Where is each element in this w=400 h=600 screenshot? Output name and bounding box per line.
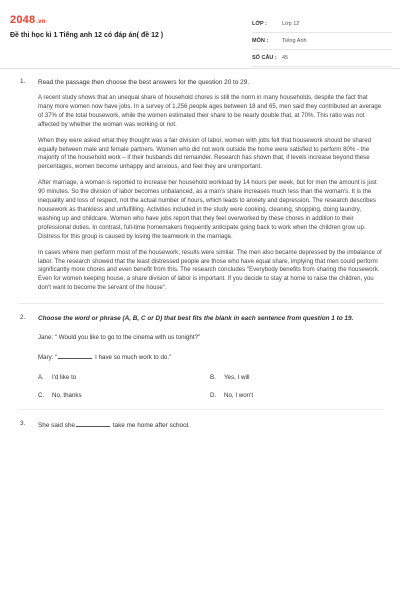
dialog-mary-start: Mary: " [38,354,58,362]
meta-key: SỐ CÂU : [252,55,277,61]
meta-value: Tiếng Anh [282,38,307,44]
question-prompt: Read the passage then choose the best answers for the question 20 to 29. [38,79,250,86]
option-label: C. [38,392,45,400]
option-d[interactable] [210,392,382,399]
passage-paragraph: In cases where men perform most of the housework, results were similar. The men also became depressed by the imbalance of labor. The research showed that the least distressed people are those who have equal share, implying that men could perform significantly more chores and even benefit from this. The research concludes "Everybody benefits from sharing the housework. Even for women keeping house, a share division of labor is important. If you decide to stay at home to raise the children, you don't want to become the servant of the house". [38,248,382,292]
option-b[interactable] [210,374,382,381]
option-label: D. [210,392,217,400]
divider [18,303,384,304]
option-text: Yes, I will [224,374,250,382]
passage-paragraph: A recent study shows that an unequal share of household chores is still the norm in many households, despite the fact that many more women now have jobs. In a survey of 1,256 people ages between 18 and 65, men said they contributed an average of 37% of the total housework, while the women estimated their share to be nearly double that, at 70%. This ratio was not affected by whether the woman was working or not. [38,94,382,128]
site-logo[interactable] [10,14,46,26]
passage-paragraph: When they were asked what they thought was a fair division of labor, women with jobs felt that housework should be shared equally between male and female partners. Women who did not work outside the home were satisfied to perform 80% - the majority of the household work – if their husbands did remainder. Research has shown that, if levels increase beyond these percentages, women become unhappy and anxious, and feel they are unimportant. [38,136,371,171]
answer-options [38,374,382,399]
question-number: 2. [20,314,26,322]
answer-blank [76,420,110,427]
option-c[interactable] [38,392,210,399]
page-header [0,0,400,69]
passage-paragraph: After marriage, a woman is reported to increase her household workload by 14 hours per week, but for men the amount is just 90 minutes. So the division of labor becomes unbalanced, as a man's share increases much less than the woman's. It is the inequality and loss of respect, not the actual number of hours, which leads to anxiety and depression. The research describes housework as thankless and unfulfilling. Activities included in the study were cooking, cleaning, shopping, doing laundry, washing up and childcare. Women who have jobs report that they feel overworked by these chores in addition to their professional duties. In contrast, full-time homemakers frequently anticipate going back to work when the children grow up. Distress for this group is caused by losing the teamwork in the marriage. [38,179,377,240]
question-number: 1. [20,78,26,85]
option-text: No, thanks [52,392,82,400]
divider [18,409,384,410]
meta-value: 45 [282,55,289,61]
answer-blank [58,352,92,359]
sentence-end: take me home after school. [112,422,190,430]
logo-text: 2048 [10,14,36,26]
meta-row-subject [252,33,392,50]
dialog-mary-end: I have so much work to do." [95,354,172,362]
question-2 [20,314,382,399]
logo-suffix: .vn [36,19,46,25]
question-prompt: Choose the word or phrase (A, B, C or D) that best fits the blank in each sentence from question 1 to 19. [38,315,354,323]
dialog-jane: Jane: " Would you like to go to the cinema with us tonight?" [38,334,201,342]
dialog-mary [38,352,382,362]
option-text: No, I won't [224,392,254,400]
question-3 [20,420,382,430]
meta-key: MÔN : [252,38,269,44]
question-sentence [38,420,382,430]
page-title: Đề thi học kì 1 Tiếng anh 12 có đáp án( đề 12 ) [10,32,164,39]
meta-row-count [252,50,392,67]
exam-content [20,78,382,438]
question-number: 3. [20,420,26,428]
option-text: I'd like to [52,374,77,382]
meta-row-class [252,16,392,33]
meta-key: LỚP : [252,21,267,27]
exam-meta [252,16,392,67]
meta-value: Lớp 12 [282,21,300,27]
sentence-start: She said she [38,422,75,430]
option-a[interactable] [38,374,210,381]
question-1 [20,78,382,293]
option-label: B. [210,374,216,382]
option-label: A. [38,374,44,382]
